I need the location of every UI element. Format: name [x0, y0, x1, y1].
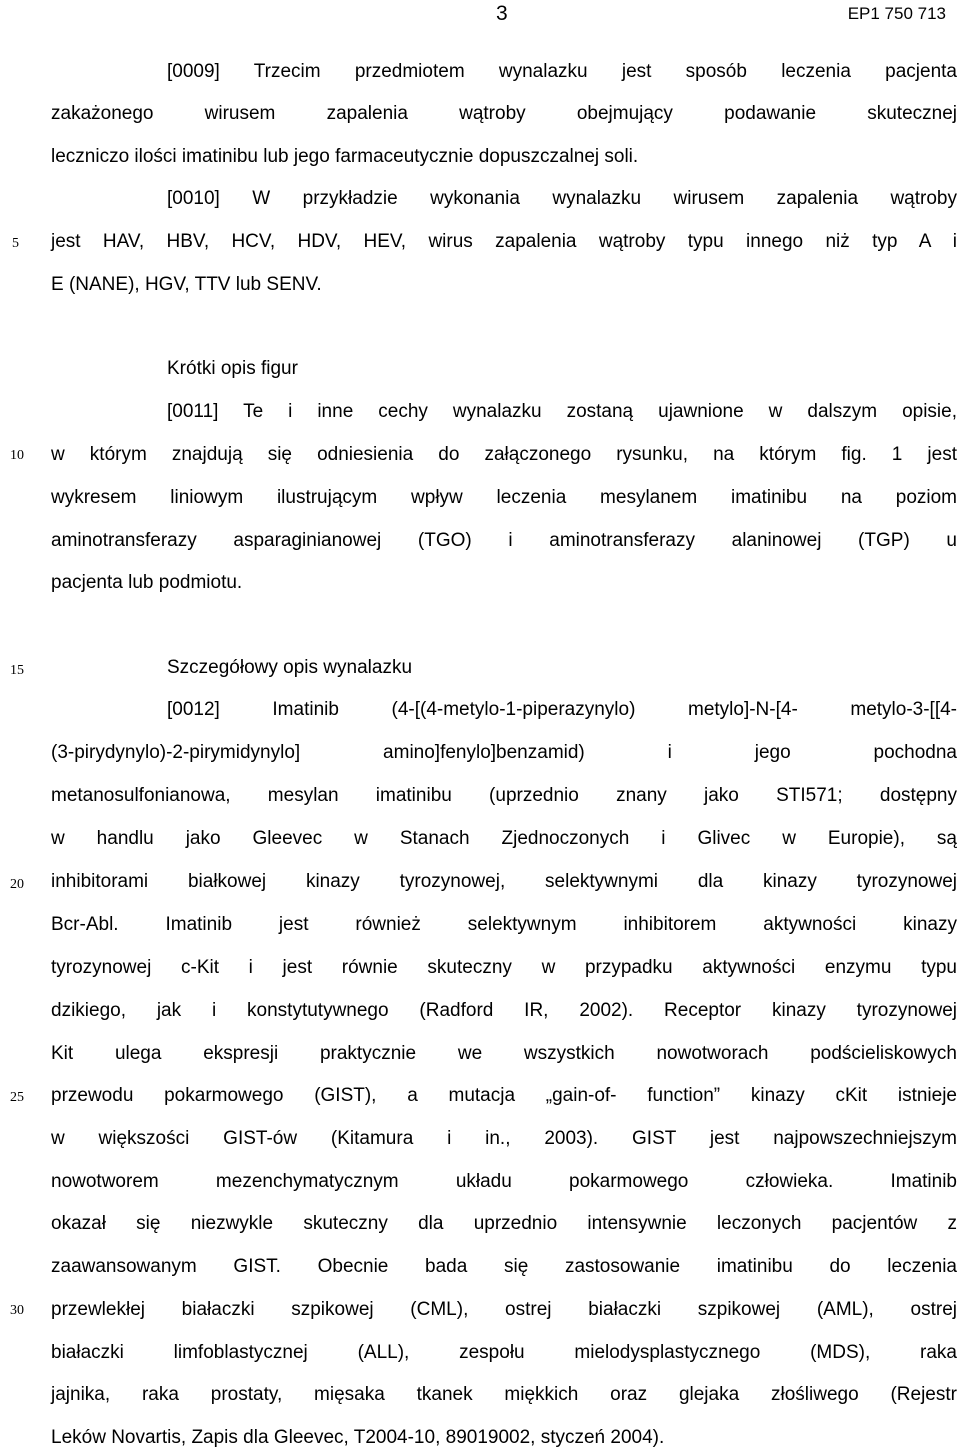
text-line: przewodu pokarmowego (GIST), a mutacja „gain-of- function” kinazy cKit istnieje: [51, 1085, 957, 1106]
text-line: tyrozynowej c-Kit i jest równie skuteczny w przypadku aktywności enzymu typu: [51, 957, 957, 978]
text-line: [0011] Te i inne cechy wynalazku zostaną ujawnione w dalszym opisie,: [167, 401, 957, 422]
text-line: w handlu jako Gleevec w Stanach Zjednoczonych i Glivec w Europie), są: [51, 828, 957, 849]
text-line: aminotransferazy asparaginianowej (TGO) i aminotransferazy alaninowej (TGP) u: [51, 530, 957, 551]
line-number-15: 15: [10, 663, 24, 678]
line-number-20: 20: [10, 877, 24, 892]
line-number-10: 10: [10, 448, 24, 463]
text-line: [0009] Trzecim przedmiotem wynalazku jest sposób leczenia pacjenta: [167, 61, 957, 82]
document-id: EP1 750 713: [847, 4, 946, 23]
text-line: dzikiego, jak i konstytutywnego (Radford IR, 2002). Receptor kinazy tyrozynowej: [51, 1000, 957, 1021]
text-line: E (NANE), HGV, TTV lub SENV.: [51, 274, 322, 295]
text-line: nowotworem mezenchymatycznym układu pokarmowego człowieka. Imatinib: [51, 1171, 957, 1192]
line-number-25: 25: [10, 1090, 24, 1105]
text-line: leczniczo ilości imatinibu lub jego farmaceutycznie dopuszczalnej soli.: [51, 146, 639, 167]
text-line: Leków Novartis, Zapis dla Gleevec, T2004-10, 89019002, styczeń 2004).: [51, 1427, 665, 1448]
text-line: (3-pirydynylo)-2-pirymidynylo] amino]fenylo]benzamid) i jego pochodna: [51, 742, 957, 763]
text-line: przewlekłej białaczki szpikowej (CML), ostrej białaczki szpikowej (AML), ostrej: [51, 1299, 957, 1320]
text-line: [0012] Imatinib (4-[(4-metylo-1-piperazynylo) metylo]-N-[4- metylo-3-[[4-: [167, 699, 957, 720]
text-line: zakażonego wirusem zapalenia wątroby obejmujący podawanie skutecznej: [51, 103, 957, 124]
line-number-30: 30: [10, 1303, 24, 1318]
section-heading-detailed: Szczegółowy opis wynalazku: [167, 657, 413, 678]
section-heading-figures: Krótki opis figur: [167, 358, 298, 379]
text-line: Bcr-Abl. Imatinib jest również selektywnym inhibitorem aktywności kinazy: [51, 914, 957, 935]
text-line: wykresem liniowym ilustrującym wpływ leczenia mesylanem imatinibu na poziom: [51, 487, 957, 508]
line-number-5: 5: [12, 236, 19, 251]
text-line: białaczki limfoblastycznej (ALL), zespołu mielodysplastycznego (MDS), raka: [51, 1342, 957, 1363]
text-line: [0010] W przykładzie wykonania wynalazku wirusem zapalenia wątroby: [167, 188, 957, 209]
text-line: inhibitorami białkowej kinazy tyrozynowej, selektywnymi dla kinazy tyrozynowej: [51, 871, 957, 892]
text-line: pacjenta lub podmiotu.: [51, 572, 243, 593]
text-line: jajnika, raka prostaty, mięsaka tkanek miękkich oraz glejaka złośliwego (Rejestr: [51, 1384, 957, 1405]
text-line: Kit ulega ekspresji praktycznie we wszystkich nowotworach podścieliskowych: [51, 1043, 957, 1064]
text-line: jest HAV, HBV, HCV, HDV, HEV, wirus zapalenia wątroby typu innego niż typ A i: [51, 231, 957, 252]
text-line: w większości GIST-ów (Kitamura i in., 2003). GIST jest najpowszechniejszym: [51, 1128, 957, 1149]
text-line: zaawansowanym GIST. Obecnie bada się zastosowanie imatinibu do leczenia: [51, 1256, 957, 1277]
page-number: 3: [496, 2, 508, 25]
text-line: metanosulfonianowa, mesylan imatinibu (uprzednio znany jako STI571; dostępny: [51, 785, 957, 806]
text-line: okazał się niezwykle skuteczny dla uprzednio intensywnie leczonych pacjentów z: [51, 1213, 957, 1234]
text-line: w którym znajdują się odniesienia do załączonego rysunku, na którym fig. 1 jest: [51, 444, 957, 465]
